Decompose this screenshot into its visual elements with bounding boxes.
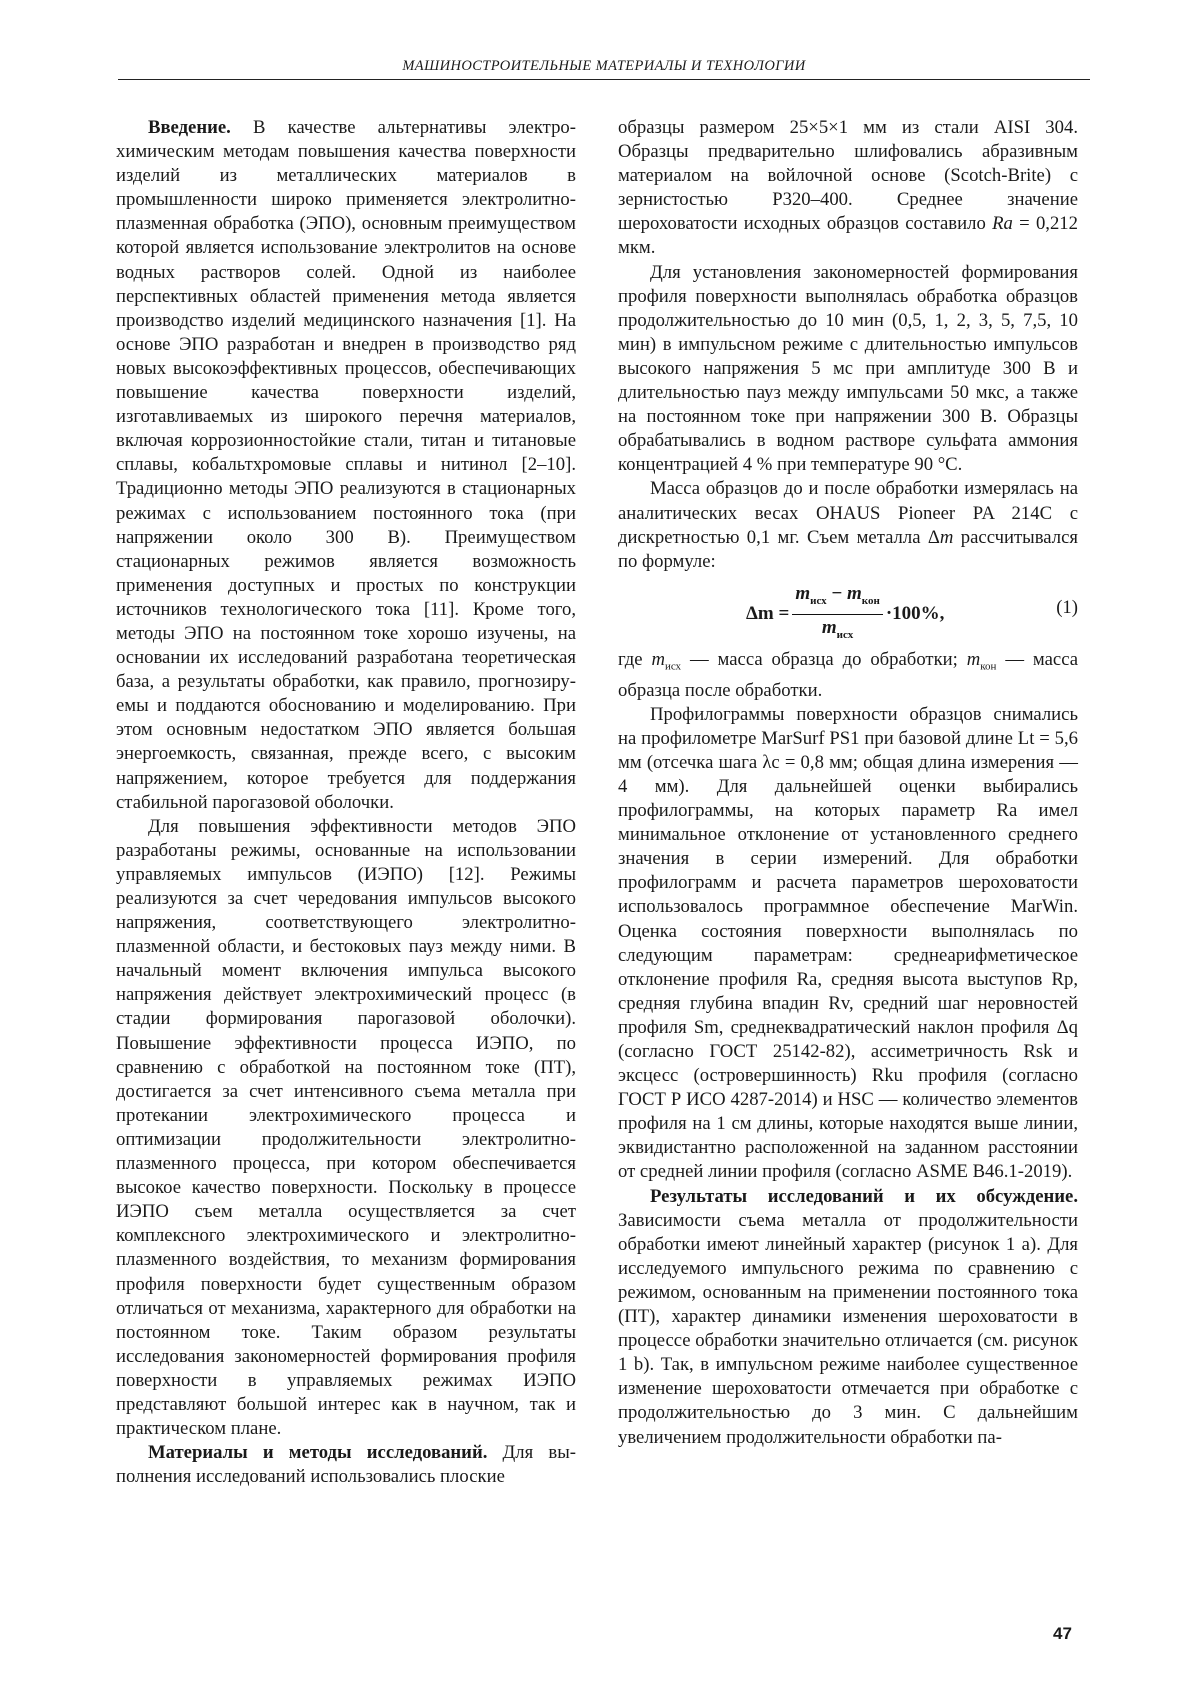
- pulse-modes-paragraph: Для повышения эффективности методов ЭПО разработаны режимы, основанные на использовании управляемых импульсов (ИЭПО) [12]. Режимы реализуются за счет чередования импульсов высокого напряжения, соответствующего электролитно-плазменной области, и бестоковых пауз между ними. В начальный момент включения импульса высокого напряжения действует электрохимический процесс (в стадии формирования парогазовой оболочки). Повышение эффективности процесса ИЭПО, по сравнению с обработкой на постоянном токе (ПТ), достигается за счет интенсивного съема металла при протекании электрохимического процесса и оптимизации продолжительности электролитно-плазменного процесса, при котором обеспечивается высокое качество поверхности. Поскольку в процессе ИЭПО съем металла осуществляется за счет комплексного электрохимического и электролитно-плазменного воздействия, то механизм формирования профиля поверхности будет существенным образом отличаться от механизма, характерного для обработки на постоянном токе. Таким образом результаты исследования закономерностей формирования профиля поверхности в управляемых режимах ИЭПО представляют большой интерес как в научном, так и практическом плане.: [116, 815, 576, 1440]
- num-minus: −: [826, 582, 848, 604]
- formula-legend-paragraph: [618, 648, 1078, 703]
- journal-title: МАШИНОСТРОИТЕЛЬНЫЕ МАТЕРИАЛЫ И ТЕХНОЛОГИИ: [402, 58, 806, 74]
- formula-tail: ·100%,: [885, 603, 945, 625]
- legend-sub2: кон: [980, 660, 997, 673]
- methods-heading: Материалы и методы исследований.: [148, 1442, 488, 1464]
- intro-text: В качестве альтернативы электрохимическим методам повышения качества поверхности изделий из металлических материалов в промышленности широко применяется электролитно-плазменная обработка (ЭПО), основным преимуществом которой является использование электролитов на основе водных растворов солей. Одной из наиболее перспективных областей применения метода является производство изделий медицинского назначения [1]. На основе ЭПО разработан и внедрен в производство ряд новых высокоэффективных процессов, обеспечивающих повышение качества поверхности изделий, изготавливаемых из широкого перечня материалов, включая коррозионностойкие стали, титан и титановые сплавы, кобальтхромовые сплавы и нитинол [2–10]. Традиционно методы ЭПО реализуются в стационарных режимах с использованием постоянного тока (при напряжении около 300 В). Преимуществом стационарных режимов является возможность применения доступных и простых по конструкции источников технологического тока [11]. Кроме того, методы ЭПО на постоянном токе хорошо изучены, на основании их исследований разработана теоретическая база, а результаты обработки, как правило, прогнозируемы и поддаются обоснованию и моделированию. При этом основным недостатком ЭПО является большая энергоемкость, связанная, прежде всего, с высоким напряжением, которое требуется для поддержания стабильной парогазовой оболочки.: [116, 117, 576, 813]
- den-sub: исх: [836, 628, 854, 641]
- formula-denominator: [822, 615, 853, 647]
- ra-symbol: Ra: [992, 213, 1013, 235]
- intro-paragraph: [116, 116, 576, 815]
- num-m-a: m: [795, 582, 811, 604]
- treatment-paragraph: Для установления закономерностей формирования профиля поверхности выполнялась обработка образцов продолжительностью до 10 мин (0,5, 1, 2, 3, 5, 7,5, 10 мин) в импульсном режиме с длительностью импульсов высокого напряжения 5 мс при амплитуде 300 В и длительностью пауз между импульсами 50 мкс, а также на постоянном токе при напряжении 300 В. Образцы обрабатывались в водном растворе сульфата аммония концентрацией 4 % при температуре 90 °C.: [618, 261, 1078, 476]
- profilogram-paragraph: Профилограммы поверхности образцов снимались на профилометре MarSurf PS1 при базовой длине Lt = 5,6 мм (отсечка шага λc = 0,8 мм; общая длина измерения — 4 мм). Для дальнейшей оценки выбирались профилограммы, на которых параметр Ra имел минимальное отклонение от установленного среднего значения в серии измерений. Для обработки профилограмм и расчета параметров шероховатости использовалось программное обеспечение MarWin. Оценка состояния поверхности выполнялась по следующим параметрам: среднеарифметическое отклонение профиля Ra, средняя высота выступов Rp, средняя глубина впадин Rv, средний шаг неровностей профиля Sm, среднеквадратический наклон профиля Δq (согласно ГОСТ 25142-82), ассиметричность Rsk и эксцесс (островершинность) Rku профиля (согласно ГОСТ Р ИСО 4287-2014) и HSC — количество элементов профиля на 1 см длины, которые находятся выше линии, эквидистантно расположенной на заданном расстоянии от средней линии профиля (согласно ASME B46.1-2019).: [618, 703, 1078, 1183]
- methods-text: Для выполнения исследований использовались плоские: [116, 1442, 576, 1488]
- journal-header: [118, 58, 1090, 80]
- legend-text2: — масса образца после обработки.: [618, 648, 1079, 701]
- left-column: [116, 116, 576, 1489]
- legend-m2: m: [966, 648, 981, 670]
- samples-text-end: = 0,212 мкм.: [618, 213, 1078, 259]
- formula-lhs: Δm =: [746, 603, 790, 625]
- num-sub-a: исх: [810, 594, 827, 607]
- legend-sub1: исх: [664, 660, 682, 673]
- methods-paragraph: [116, 1441, 576, 1489]
- m-symbol: m: [939, 526, 954, 548]
- formula-numerator: [792, 582, 883, 615]
- num-m-b: m: [847, 582, 862, 604]
- formula-1: [618, 576, 1078, 646]
- right-column: [618, 116, 1078, 1450]
- samples-paragraph: [618, 116, 1078, 261]
- formula-fraction: [792, 582, 883, 647]
- results-paragraph: [618, 1185, 1078, 1450]
- samples-text: образцы размером 25×5×1 мм из стали AISI 304. Образцы предварительно шлифовались абразивным материалом на войлочной основе (Scotch-Brite) с зернистостью P320–400. Среднее значение шероховатости исходных образцов составило: [618, 117, 1078, 235]
- results-heading: Результаты исследований и их обсуждение.: [650, 1185, 1078, 1207]
- mass-text: Масса образцов до и после обработки измерялась на аналитических весах OHAUS Pioneer PA 214C с дискретностью 0,1 мг. Съем металла Δ: [618, 478, 1078, 548]
- legend-m1: m: [651, 648, 665, 670]
- legend-text1: — масса образца до обработки;: [681, 648, 967, 670]
- page-number: 47: [1053, 1624, 1072, 1643]
- num-sub-b: кон: [861, 594, 880, 607]
- legend-where: где: [618, 648, 652, 670]
- results-text: Зависимости съема металла от продолжительности обработки имеют линейный характер (рисунок 1 a). Для исследуемого импульсного режима по сравнению с режимом, основанным на применении постоянного тока (ПТ), характер динамики изменения шероховатости в процессе обработки значительно отличается (см. рисунок 1 b). Так, в импульсном режиме наиболее существенное изменение шероховатости отмечается при обработке с продолжительностью до 3 мин. С дальнейшим увеличением продолжительности обработки па-: [618, 1209, 1078, 1448]
- equation-number: (1): [1056, 596, 1078, 618]
- intro-heading: Введение.: [148, 117, 231, 138]
- formula-expression: [746, 582, 944, 647]
- mass-text-end: рассчитывался по формуле:: [618, 526, 1078, 572]
- mass-paragraph: [618, 477, 1078, 573]
- den-m: m: [821, 616, 837, 638]
